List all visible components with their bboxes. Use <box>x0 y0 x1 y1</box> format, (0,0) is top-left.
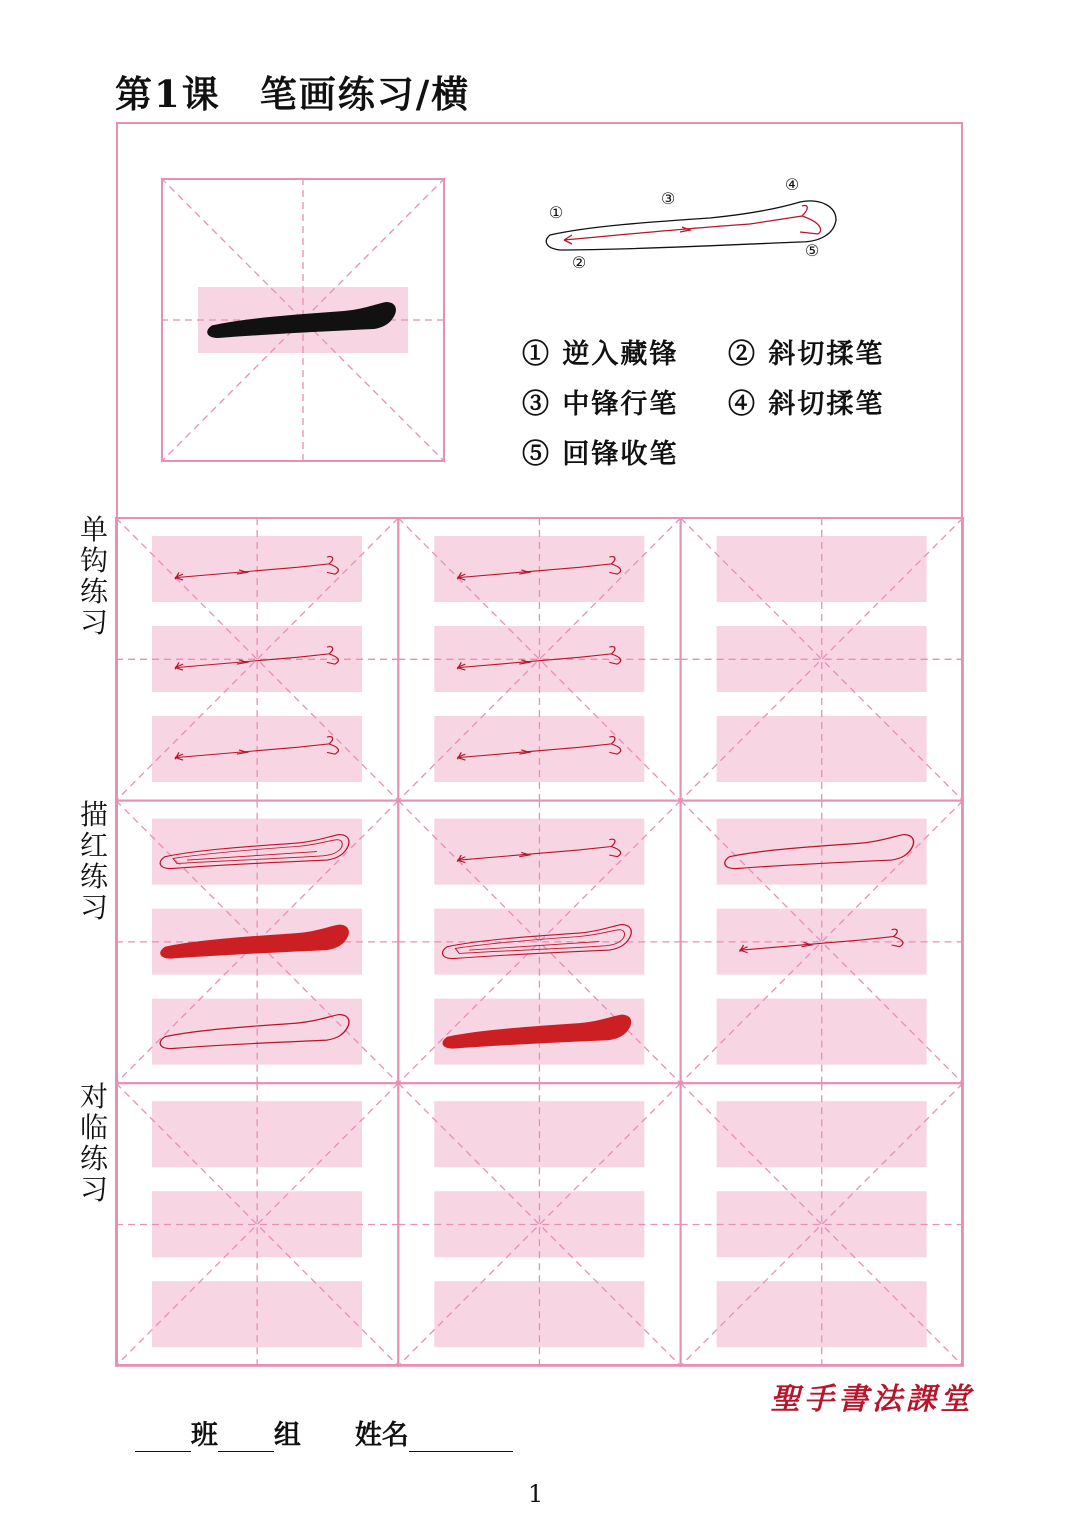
stroke-marker-5: ⑤ <box>804 241 820 260</box>
page-title: 第1课 笔画练习/横 <box>115 72 471 116</box>
stroke-marker-1: ① <box>548 203 564 222</box>
stroke-path <box>564 205 821 240</box>
legend-item-5: ⑤ 回锋收笔 <box>522 439 679 470</box>
brand-seal: 聖手書法課堂 <box>770 1382 974 1417</box>
stroke-marker-3: ③ <box>660 189 676 208</box>
legend-item-4: ④ 斜切揉笔 <box>728 389 885 420</box>
practice-cell <box>434 1191 644 1257</box>
stroke-outline <box>546 201 836 250</box>
practice-cell <box>152 626 362 692</box>
demo-character-box <box>161 178 445 462</box>
legend-item-1: ① 逆入藏锋 <box>522 339 679 370</box>
practice-cell <box>717 1191 927 1257</box>
footer-fields <box>116 1382 513 1452</box>
stroke-marker-2: ② <box>571 253 587 272</box>
section-label-single-hook: 单 钩 练 习 <box>79 513 108 639</box>
stroke-order-diagram <box>546 175 836 272</box>
page-number: 1 <box>528 1480 544 1508</box>
name-blank[interactable] <box>409 1425 513 1452</box>
practice-cell <box>152 1191 362 1257</box>
practice-cell <box>434 909 644 975</box>
group-blank[interactable] <box>218 1425 274 1452</box>
practice-cell <box>717 626 927 692</box>
legend-item-3: ③ 中锋行笔 <box>522 389 679 420</box>
practice-cell <box>717 909 927 975</box>
legend-item-2: ② 斜切揉笔 <box>728 339 885 370</box>
section-label-copying: 对 临 练 习 <box>79 1080 108 1206</box>
class-blank[interactable] <box>135 1425 191 1452</box>
class-label: 班 <box>190 1420 218 1451</box>
section-label-tracing: 描 红 练 习 <box>79 798 108 924</box>
name-label: 姓名 <box>354 1420 409 1451</box>
group-label: 组 <box>273 1420 301 1451</box>
practice-cell <box>434 626 644 692</box>
stroke-marker-4: ④ <box>784 175 800 194</box>
